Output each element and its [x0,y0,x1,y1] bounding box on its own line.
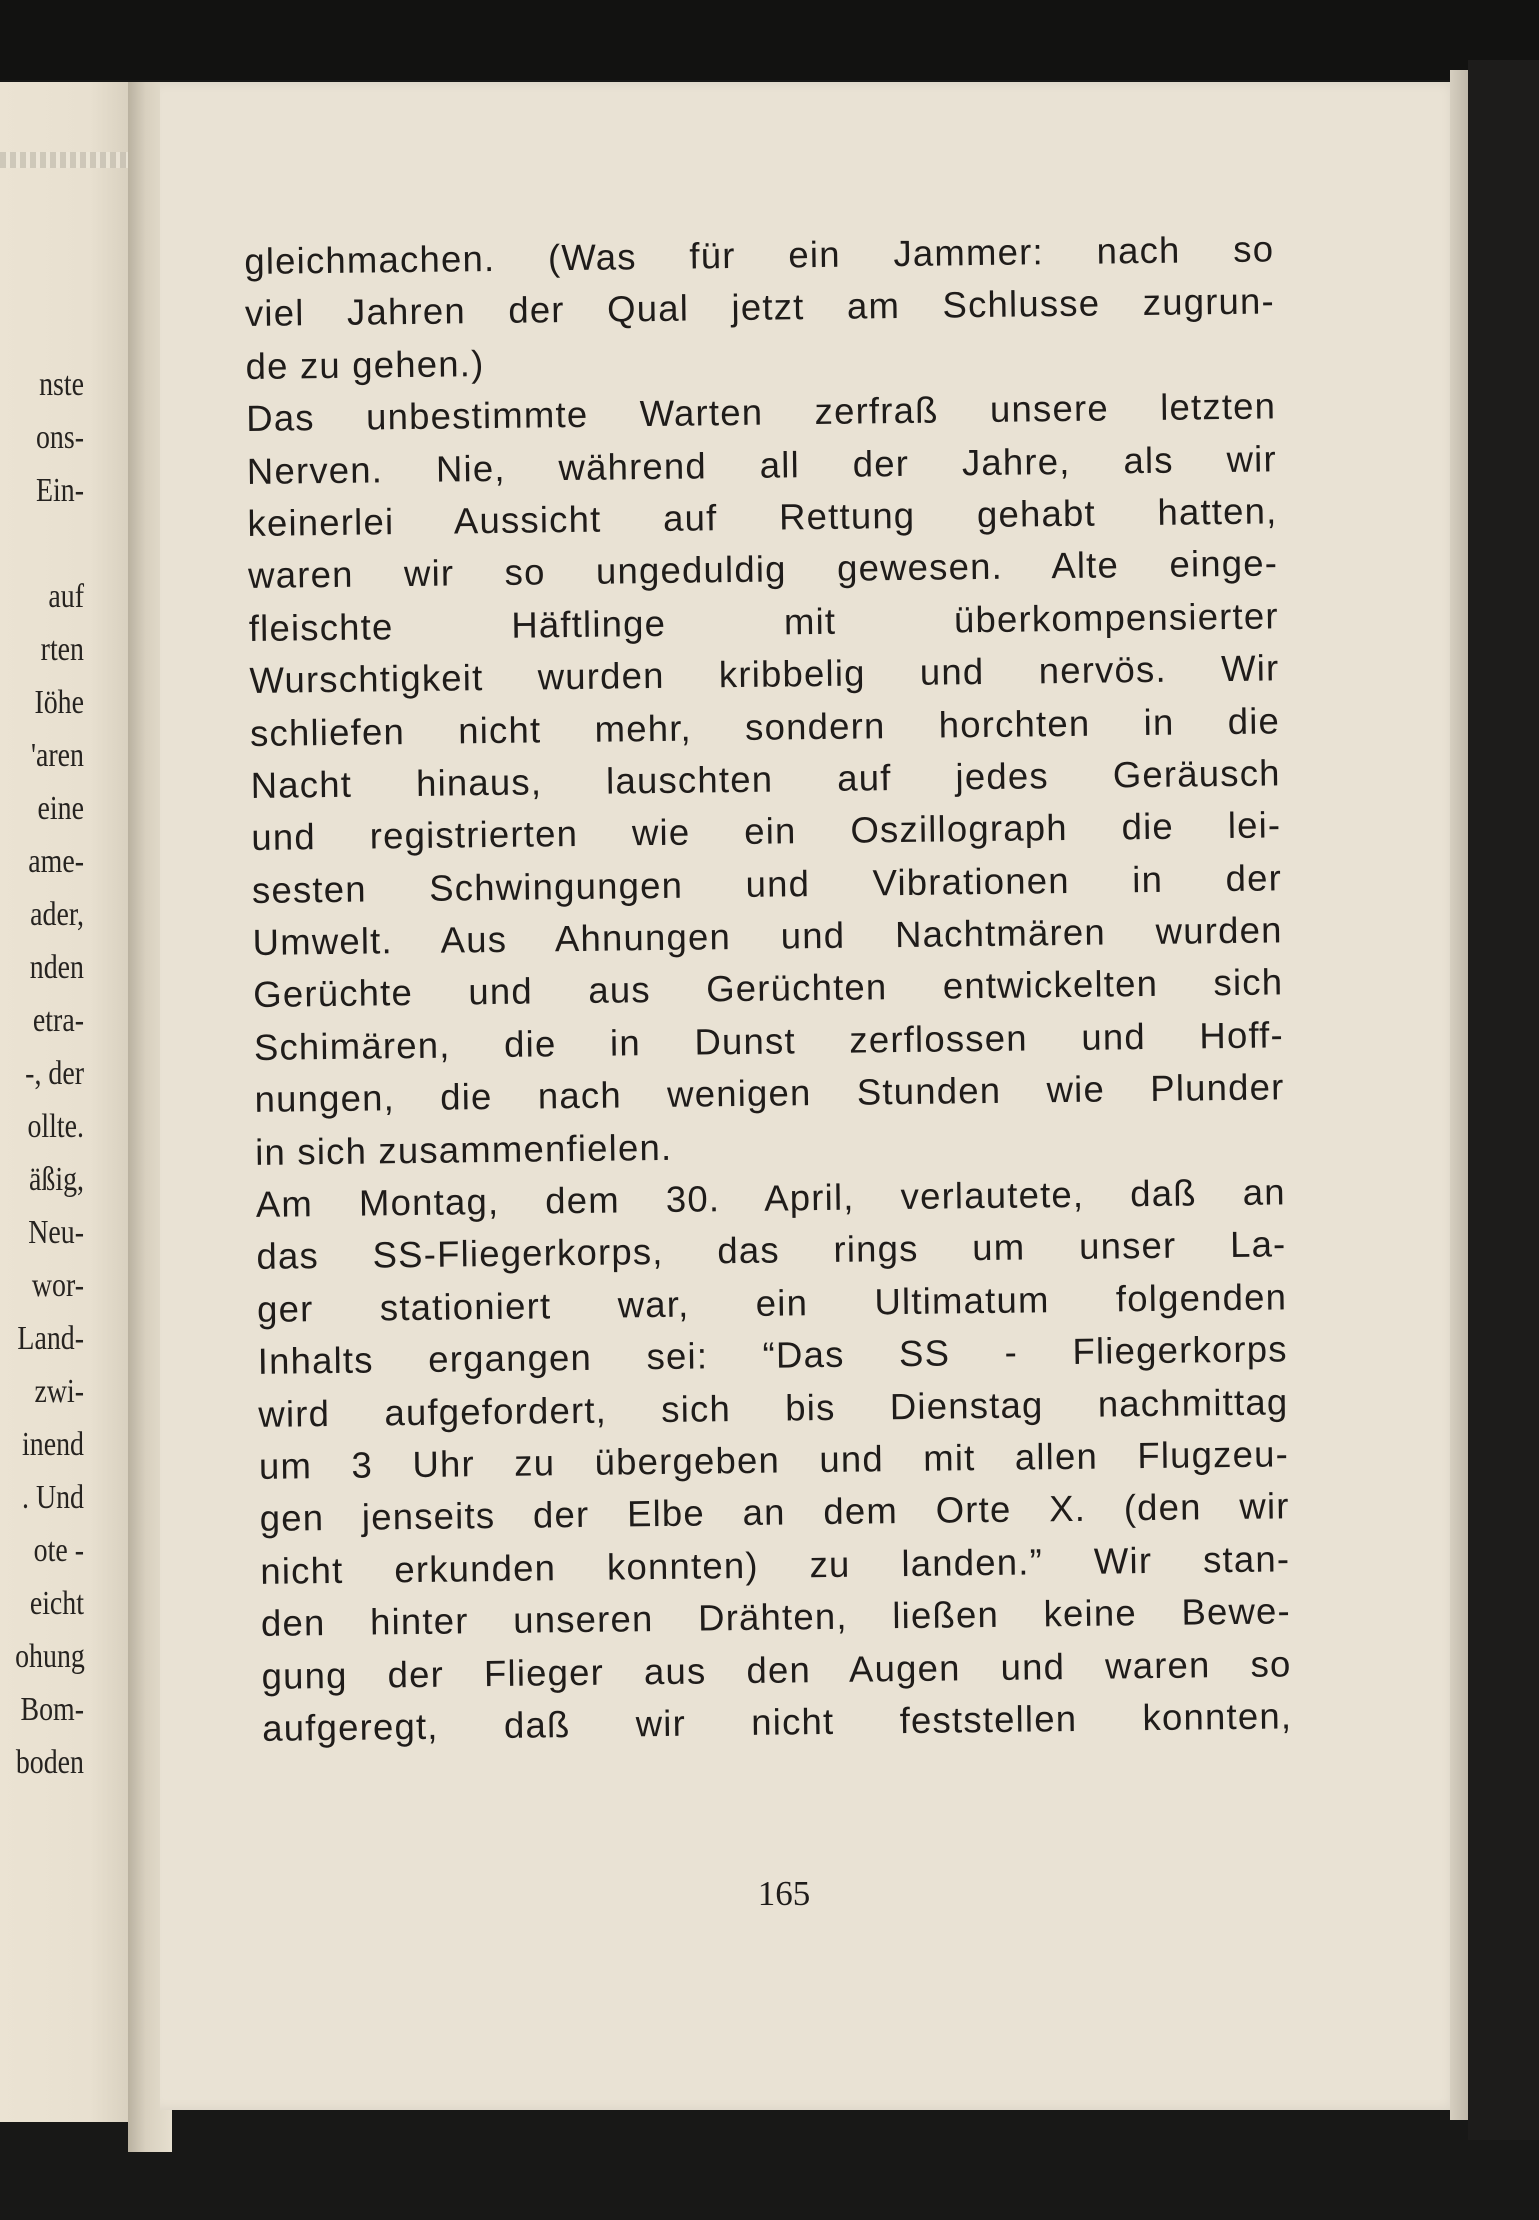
left-page-fragment: ader, [30,896,84,933]
left-page-text-fragments [15,358,84,1789]
left-page-fragment: Land- [17,1320,84,1357]
text-line: nungen, die nach wenigen Stunden wie Plunder [254,1066,1285,1121]
left-page-fragment: etra- [32,1002,84,1039]
left-page-fragment: Bom- [20,1691,84,1728]
left-page-fragment: ote - [33,1532,84,1569]
text-line: gleichmachen. (Was für ein Jammer: nach so [244,228,1275,282]
text-line: Schimären, die in Dunst zerflossen und Hoff- [253,1014,1285,1068]
text-line: nicht erkunden konnten) zu landen.” Wir stan- [260,1538,1291,1592]
text-line: das SS-Fliegerkorps, das rings um unser La- [256,1223,1287,1278]
left-page-fragment: eicht [29,1585,84,1622]
text-line: um 3 Uhr zu übergeben und mit allen Flugzeu- [258,1433,1290,1487]
left-page-fragment [15,517,84,570]
left-page-fragment: nden [29,949,84,986]
text-line: Wurschtigkeit wurden kribbelig und nervös. Wir [249,647,1280,702]
text-line: Nacht hinaus, lauschten auf jedes Geräusch [250,752,1281,806]
left-page-fragment: nste [39,366,84,403]
text-line: sesten Schwingungen und Vibrationen in der [251,857,1283,911]
text-line: Am Montag, dem 30. April, verlautete, daß an [255,1171,1287,1225]
left-page-fragment: Iöhe [34,684,84,721]
text-line: viel Jahren der Qual jetzt am Schlusse zugrun- [244,280,1276,335]
left-page-fragment: Neu- [28,1214,84,1251]
left-page-fragment: 'aren [30,737,84,774]
left-page-fragment: ohung [15,1638,85,1675]
text-line: gen jenseits der Elbe an dem Orte X. (den wir [259,1485,1290,1540]
left-page-fragment: ame- [28,843,84,880]
text-line: Umwelt. Aus Ahnungen und Nachtmären wurden [252,909,1283,964]
left-page-fragment: boden [15,1744,84,1781]
text-line: waren wir so ungeduldig gewesen. Alte einge- [247,542,1279,597]
left-page-top-edge [0,152,128,168]
text-line: in sich zusammenfielen. [254,1126,673,1173]
book-cover-edge [1468,60,1539,2140]
left-page-fragment: inend [22,1426,84,1463]
left-page-fragment: zwi- [34,1373,84,1410]
text-line: Das unbestimmte Warten zerfraß unsere letzten [245,385,1277,440]
left-page-fragment: -, der [25,1055,85,1092]
left-page-fragment: ollte. [27,1108,84,1145]
left-page-fragment: ons- [35,419,84,456]
left-page-fragment: eine [37,790,84,827]
text-line: schliefen nicht mehr, sondern horchten in die [249,699,1281,754]
left-facing-page [0,82,128,2122]
text-line: Inhalts ergangen sei: “Das SS - Fliegerkorps [257,1328,1288,1383]
page-right-edge [1450,70,1468,2120]
text-line: ger stationiert war, ein Ultimatum folgenden [256,1276,1288,1330]
text-line: den hinter unseren Drähten, ließen keine Bewe- [260,1590,1292,1645]
text-line: de zu gehen.) [245,342,485,387]
text-line: fleischte Häftlinge mit überkompensierter [248,595,1279,649]
text-line: gung der Flieger aus den Augen und waren so [261,1642,1292,1697]
left-page-fragment: . Und [22,1479,84,1516]
text-line: Gerüchte und aus Gerüchten entwickelten sich [253,961,1284,1016]
text-line: und registrierten wie ein Oszillograph die lei- [251,804,1282,859]
left-page-fragment: Ein- [35,472,84,509]
scanner-top-edge [0,0,1539,80]
text-line: wird aufgefordert, sich bis Dienstag nachmittag [258,1380,1289,1435]
page-number: 165 [757,1874,811,1913]
left-page-fragment: rten [40,631,84,668]
text-line: aufgeregt, daß wir nicht feststellen konnten, [261,1695,1293,1749]
left-page-fragment: wor- [31,1267,84,1304]
left-page-fragment: auf [48,578,84,615]
page-body-text [244,223,1292,1755]
left-page-fragment: äßig, [29,1161,84,1198]
text-line: Nerven. Nie, während all der Jahre, als wir [246,437,1278,492]
text-line: keinerlei Aussicht auf Rettung gehabt hatten, [247,490,1278,544]
